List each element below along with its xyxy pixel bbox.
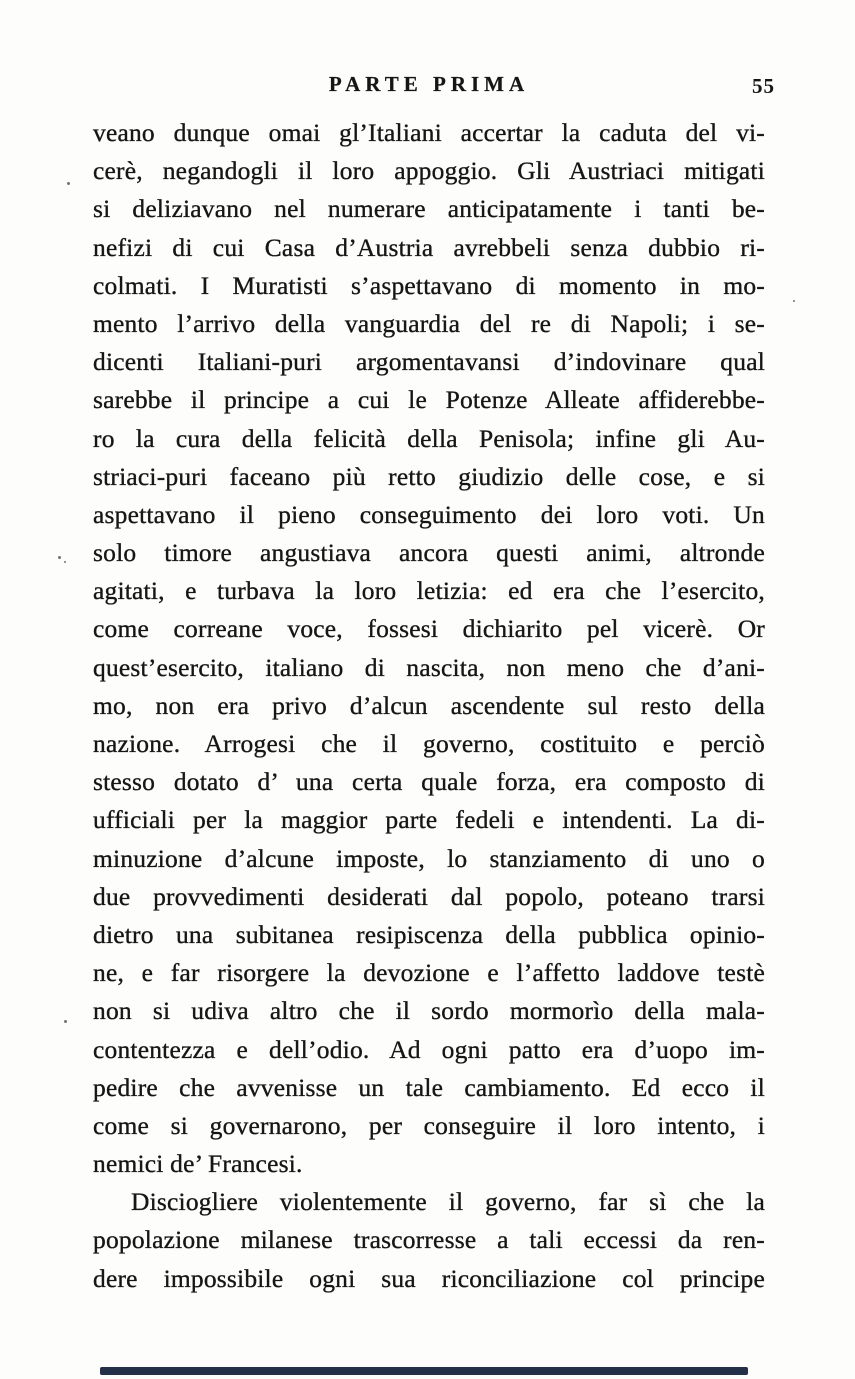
text-line: non si udiva altro che il sordo mormorìo della mala- <box>93 996 765 1026</box>
text-line: come si governarono, per conseguire il loro intento, i <box>93 1110 765 1140</box>
text-line: si deliziavano nel numerare anticipatamente i tanti be- <box>93 194 765 224</box>
page-number: 55 <box>752 74 775 98</box>
text-line: Disciogliere violentemente il governo, far sì che la <box>131 1187 765 1217</box>
scan-speck <box>793 300 795 302</box>
scan-speck <box>64 1020 67 1023</box>
text-line: dere impossibile ogni sua riconciliazione col principe <box>93 1263 765 1293</box>
scan-speck <box>67 182 70 185</box>
scan-artifact-bar <box>100 1367 748 1375</box>
text-line: ne, e far risorgere la devozione e l’affetto laddove testè <box>93 958 765 988</box>
scan-speck <box>64 561 66 563</box>
text-line: cerè, negandogli il loro appoggio. Gli Austriaci mitigati <box>93 156 765 186</box>
text-line: pedire che avvenisse un tale cambiamento. Ed ecco il <box>93 1072 765 1102</box>
text-line: minuzione d’alcune imposte, lo stanziamento di uno o <box>93 843 765 873</box>
text-line: popolazione milanese trascorresse a tali eccessi da ren- <box>93 1225 765 1255</box>
text-line: sarebbe il principe a cui le Potenze Alleate affiderebbe- <box>93 385 765 415</box>
text-line: ro la cura della felicità della Penisola; infine gli Au- <box>93 423 765 453</box>
text-line: veano dunque omai gl’Italiani accertar la caduta del vi- <box>93 118 765 147</box>
text-line: nemici de’ Francesi. <box>93 1149 303 1179</box>
text-line: aspettavano il pieno conseguimento dei loro voti. Un <box>93 499 765 529</box>
text-line: mento l’arrivo della vanguardia del re di Napoli; i se- <box>93 308 765 338</box>
text-line: nefizi di cui Casa d’Austria avrebbeli senza dubbio ri- <box>93 232 765 262</box>
body-text <box>93 114 765 1298</box>
text-line: colmati. I Muratisti s’aspettavano di momento in mo- <box>93 270 765 300</box>
text-line: due provvedimenti desiderati dal popolo, poteano trarsi <box>93 881 765 911</box>
text-line: nazione. Arrogesi che il governo, costituito e perciò <box>93 729 765 758</box>
text-line: dietro una subitanea resipiscenza della pubblica opinio- <box>93 919 765 949</box>
text-line: agitati, e turbava la loro letizia: ed era che l’esercito, <box>93 576 765 606</box>
scan-speck <box>58 556 61 559</box>
text-line: ufficiali per la maggior parte fedeli e intendenti. La di- <box>93 805 765 835</box>
text-line: quest’esercito, italiano di nascita, non meno che d’ani- <box>93 652 765 682</box>
text-line: mo, non era privo d’alcun ascendente sul resto della <box>93 690 765 720</box>
text-line: striaci-puri faceano più retto giudizio delle cose, e si <box>93 461 765 491</box>
text-line: stesso dotato d’ una certa quale forza, era composto di <box>93 767 765 797</box>
text-line: dicenti Italiani-puri argomentavansi d’indovinare qual <box>93 347 765 377</box>
text-line: contentezza e dell’odio. Ad ogni patto era d’uopo im- <box>93 1034 765 1064</box>
running-header-title: PARTE PRIMA <box>328 72 530 96</box>
text-line: solo timore angustiava ancora questi animi, altronde <box>93 538 765 568</box>
text-line: come correane voce, fossesi dichiarito pel vicerè. Or <box>93 614 765 644</box>
